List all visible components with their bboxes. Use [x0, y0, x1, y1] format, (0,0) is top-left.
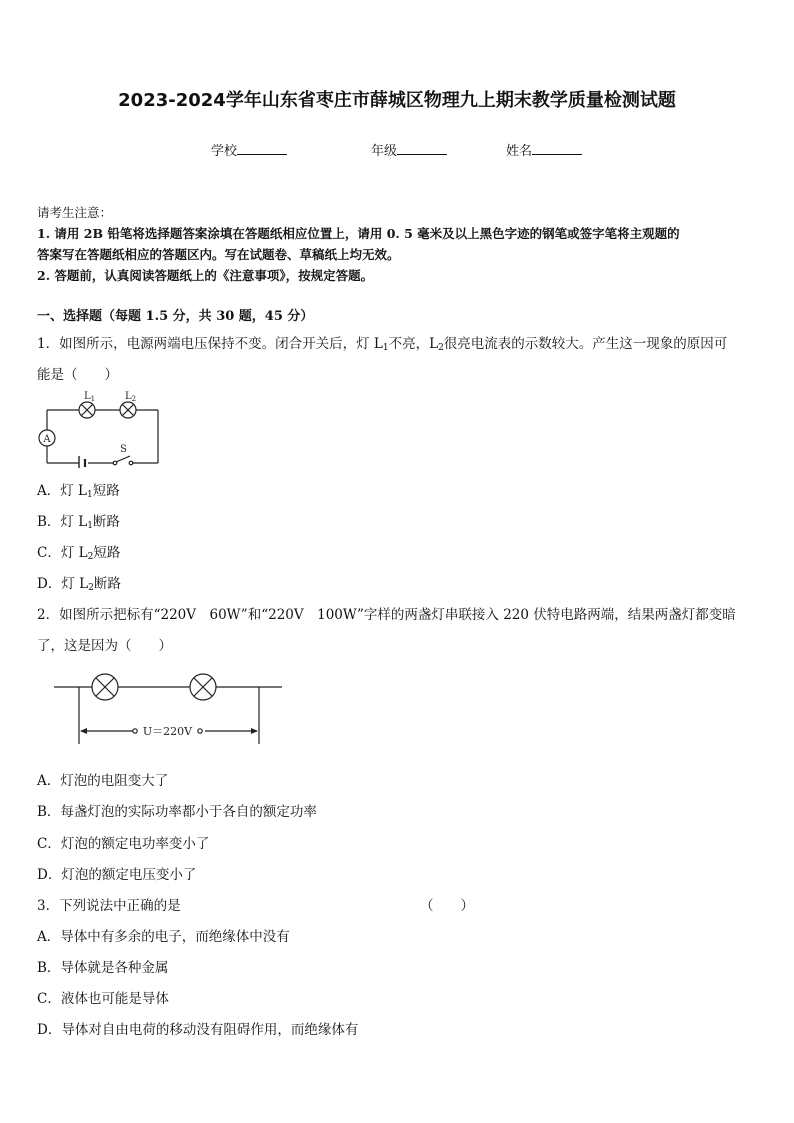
q1-option-c: C．灯 $L_2$短路 — [37, 545, 121, 562]
grade-field — [371, 140, 447, 159]
q1-switch-label: S — [120, 444, 127, 455]
q2-stem-line1: 2．如图所示把标有“220V 60W”和“220V 100W”字样的两盏灯串联接入 220 伏特电路两端，结果两盏灯都变暗 — [37, 607, 736, 623]
q3-stem: 3．下列说法中正确的是 — [37, 898, 181, 914]
q3-option-b: B．导体就是各种金属 — [37, 960, 169, 976]
q1-label-l2: $L_2$ — [125, 391, 137, 403]
q2-option-d: D．灯泡的额定电压变小了 — [37, 867, 197, 883]
q1-stem-line2: 能是（ ） — [37, 367, 118, 383]
q1-text-b: 不亮，L — [388, 336, 439, 352]
q1-switch-contact-right — [129, 461, 133, 465]
school-field — [211, 140, 287, 159]
q1-sub-2: 2 — [438, 343, 444, 353]
notice-item1-line1: 1. 请用 2B 铅笔将选择题答案涂填在答题纸相应位置上，请用 0. 5 毫米及以上黑色字迹的钢笔或签字笔将主观题的 — [37, 226, 680, 241]
q2-arrowhead-left — [80, 728, 87, 734]
q3-option-d: D．导体对自由电荷的移动没有阻碍作用，而绝缘体有 — [37, 1022, 359, 1038]
q1-circuit-diagram — [34, 388, 166, 468]
q3-option-a: A．导体中有多余的电子，而绝缘体中没有 — [37, 929, 290, 945]
q1-switch-lever — [116, 456, 130, 462]
q2-circuit-diagram — [52, 668, 284, 748]
q1-option-d: D．灯 $L_2$断路 — [37, 576, 121, 593]
q2-stem-line2: 了，这是因为（ ） — [37, 638, 172, 654]
q3-answer-paren: （ ） — [420, 898, 474, 914]
q1-text-a: 1．如图所示，电源两端电压保持不变。闭合开关后，灯 L — [37, 336, 383, 352]
q1-text-c: 很亮电流表的示数较大。产生这一现象的原因可 — [443, 336, 728, 352]
name-label: 姓名 — [506, 144, 533, 159]
q2-option-b: B．每盏灯泡的实际功率都小于各自的额定功率 — [37, 804, 317, 820]
school-label: 学校 — [211, 144, 238, 159]
notice-heading: 请考生注意： — [37, 205, 113, 220]
q1-stem-line1 — [37, 332, 727, 353]
notice-item2: 2. 答题前，认真阅读答题纸上的《注意事项》，按规定答题。 — [37, 268, 374, 283]
section-heading: 一、选择题（每题 1.5 分，共 30 题，45 分） — [37, 309, 314, 324]
q2-arrowhead-right — [251, 728, 258, 734]
q1-option-b: B．灯 $L_1$断路 — [37, 514, 120, 531]
q1-option-a: A．灯 $L_1$短路 — [37, 483, 120, 500]
q2-voltage-label: U＝220V — [142, 725, 193, 738]
grade-label: 年级 — [371, 144, 398, 159]
q2-option-a: A．灯泡的电阻变大了 — [37, 773, 169, 789]
q1-sub-1: 1 — [382, 343, 389, 353]
q1-label-l1: $L_1$ — [84, 391, 96, 403]
grade-blank — [397, 142, 447, 155]
q3-option-c: C．液体也可能是导体 — [37, 991, 169, 1007]
notice-item1-line2: 答案写在答题纸相应的答题区内。写在试题卷、草稿纸上均无效。 — [37, 247, 400, 262]
name-blank — [532, 142, 582, 155]
page-title: 2023-2024学年山东省枣庄市薛城区物理九上期末教学质量检测试题 — [118, 90, 676, 111]
q1-ammeter-label: A — [43, 434, 51, 445]
name-field — [506, 140, 582, 159]
q2-terminal-right — [198, 729, 202, 733]
q2-option-c: C．灯泡的额定电功率变小了 — [37, 836, 210, 852]
q2-terminal-left — [133, 729, 137, 733]
school-blank — [237, 142, 287, 155]
